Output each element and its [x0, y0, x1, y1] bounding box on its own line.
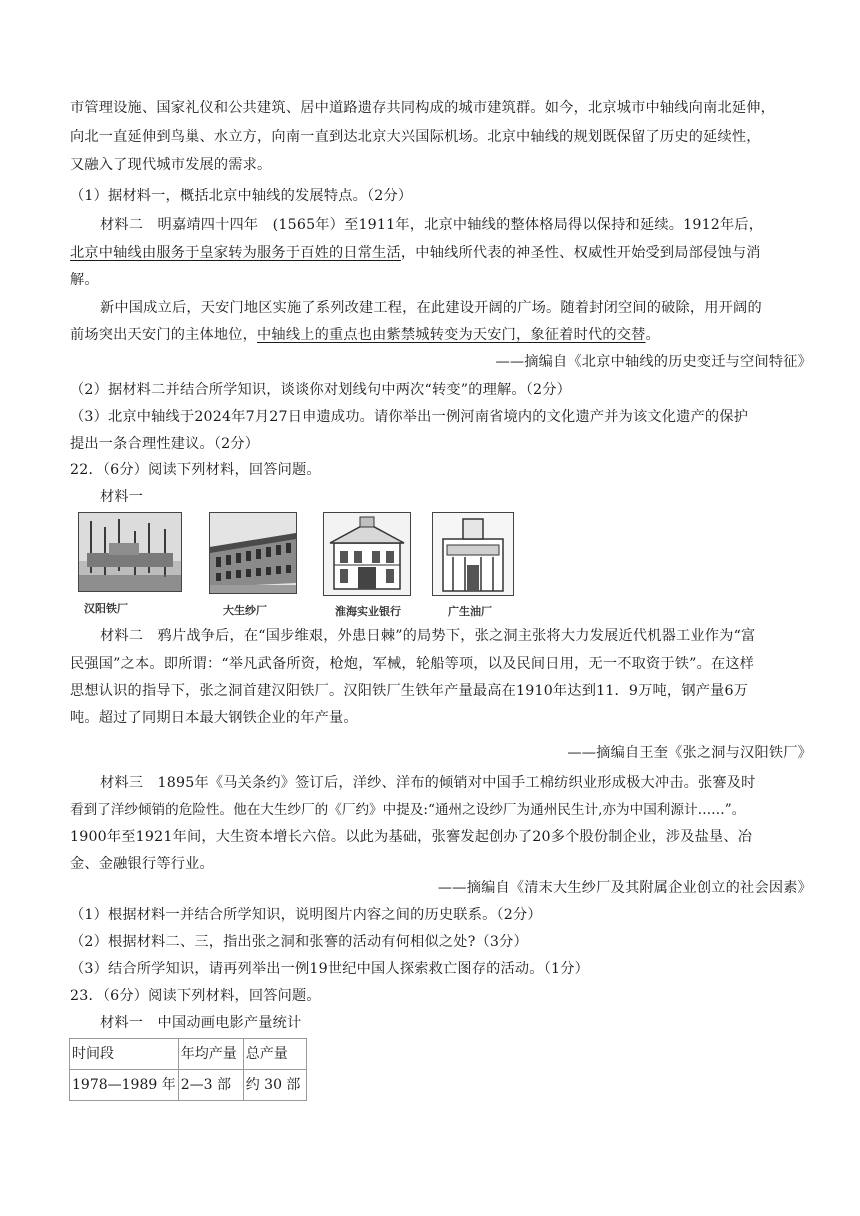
photo-caption: 汉阳铁厂: [84, 602, 128, 615]
question-22-3: （3）结合所学知识，请再列举出一例19世纪中国人探索救亡图存的活动。（1分）: [70, 961, 589, 977]
text-span: 前场突出天安门的主体地位，: [70, 327, 258, 343]
paragraph-line: 市管理设施、国家礼仪和公共建筑、居中道路遗存共同构成的城市建筑群。如今，北京城市中轴线向南北延伸，: [70, 100, 775, 116]
question-21-1: （1）据材料一，概括北京中轴线的发展特点。（2分）: [70, 188, 413, 204]
table-row: [70, 1070, 307, 1101]
table-header-cell: 总产量: [243, 1039, 306, 1070]
source-citation: ——摘编自《北京中轴线的历史变迁与空间特征》: [495, 354, 812, 370]
material-2-line: [70, 325, 660, 345]
material-2-line: 民强国”之本。即所谓：“举凡武备所资，枪炮，军械，轮船等项，以及民间日用，无一不取资于铁”。在这样: [70, 656, 755, 672]
material-3-line: 看到了洋纱倾销的危险性。他在大生纱厂的《厂约》中提及:“通州之设纱厂为通州民生计,亦为中国利源计……”。: [70, 802, 746, 818]
question-22-heading: 22．（6分）阅读下列材料，回答问题。: [70, 462, 321, 478]
material-2-line: 思想认识的指导下，张之洞首建汉阳铁厂。汉阳铁厂生铁年产量最高在1910年达到11．9万吨，钢产量6万: [70, 683, 749, 699]
table-cell: 约 30 部: [243, 1070, 306, 1101]
text-span: ，中轴线所代表的神圣性、权威性开始受到局部侵蚀与消: [400, 245, 761, 261]
underlined-sentence: 北京中轴线由服务于皇家转为服务于百姓的日常生活: [70, 245, 401, 261]
photo-caption: 淮海实业银行: [335, 605, 401, 618]
text-span: 。: [645, 327, 660, 343]
source-citation: ——摘编自王奎《张之洞与汉阳铁厂》: [567, 745, 812, 761]
material-3-line: 1900年至1921年间，大生资本增长六倍。以此为基础，张謇发起创办了20多个股份制企业，涉及盐垦、冶: [70, 829, 753, 845]
material-2-line: 解。: [70, 272, 99, 288]
animation-production-table: [69, 1038, 307, 1101]
source-citation: ——摘编自《清末大生纱厂及其附属企业创立的社会因素》: [437, 880, 812, 896]
photo-caption: 大生纱厂: [223, 604, 267, 617]
question-21-2: （2）据材料二并结合所学知识，谈谈你对划线句中两次“转变”的理解。（2分）: [70, 382, 572, 398]
underlined-sentence: 中轴线上的重点也由紫禁城转变为天安门，象征着时代的交替: [257, 327, 646, 343]
material-3-line: 材料三 1895年《马关条约》签订后，洋纱、洋布的倾销对中国手工棉纺织业形成极大冲击。张謇及时: [100, 775, 756, 791]
photo-caption: 广生油厂: [448, 605, 492, 618]
paragraph-line: 又融入了现代城市发展的需求。: [70, 157, 272, 173]
material-1-label: 材料一: [100, 489, 144, 505]
photo-row: [0, 512, 860, 622]
table-cell: 2—3 部: [178, 1070, 243, 1101]
question-21-3-cont: 提出一条合理性建议。（2分）: [70, 436, 260, 452]
question-21-3: （3）北京中轴线于2024年7月27日申遗成功。请你举出一例河南省境内的文化遗产并为该文化遗产的保护: [70, 409, 749, 425]
material-2-line: 新中国成立后，天安门地区实施了系列改建工程，在此建设开阔的广场。随着封闭空间的破除，用开阔的: [100, 300, 762, 316]
table-header-cell: 年均产量: [178, 1039, 243, 1070]
material-2-line: [70, 243, 761, 263]
table-header-cell: 时间段: [70, 1039, 179, 1070]
material-2-line: 材料二 明嘉靖四十四年 (1565年）至1911年，北京中轴线的整体格局得以保持和延续。1912年后，: [100, 217, 764, 233]
material-2-line: 材料二 鸦片战争后，在“国步维艰，外患日棘”的局势下，张之洞主张将大力发展近代机器工业作为“富: [100, 628, 756, 644]
question-22-2: （2）根据材料二、三，指出张之洞和张謇的活动有何相似之处?（3分）: [70, 934, 528, 950]
material-3-line: 金、金融银行等行业。: [70, 856, 214, 872]
material-1-label: 材料一 中国动画电影产量统计: [100, 1015, 302, 1031]
table-header-row: [70, 1039, 307, 1070]
question-23-heading: 23．（6分）阅读下列材料，回答问题。: [70, 988, 321, 1004]
paragraph-line: 向北一直延伸到鸟巢、水立方，向南一直到达北京大兴国际机场。北京中轴线的规划既保留了历史的延续性，: [70, 129, 761, 145]
question-22-1: （1）根据材料一并结合所学知识，说明图片内容之间的历史联系。（2分）: [70, 907, 542, 923]
table-cell: 1978—1989 年: [70, 1070, 179, 1101]
material-2-line: 吨。超过了同期日本最大钢铁企业的年产量。: [70, 710, 358, 726]
